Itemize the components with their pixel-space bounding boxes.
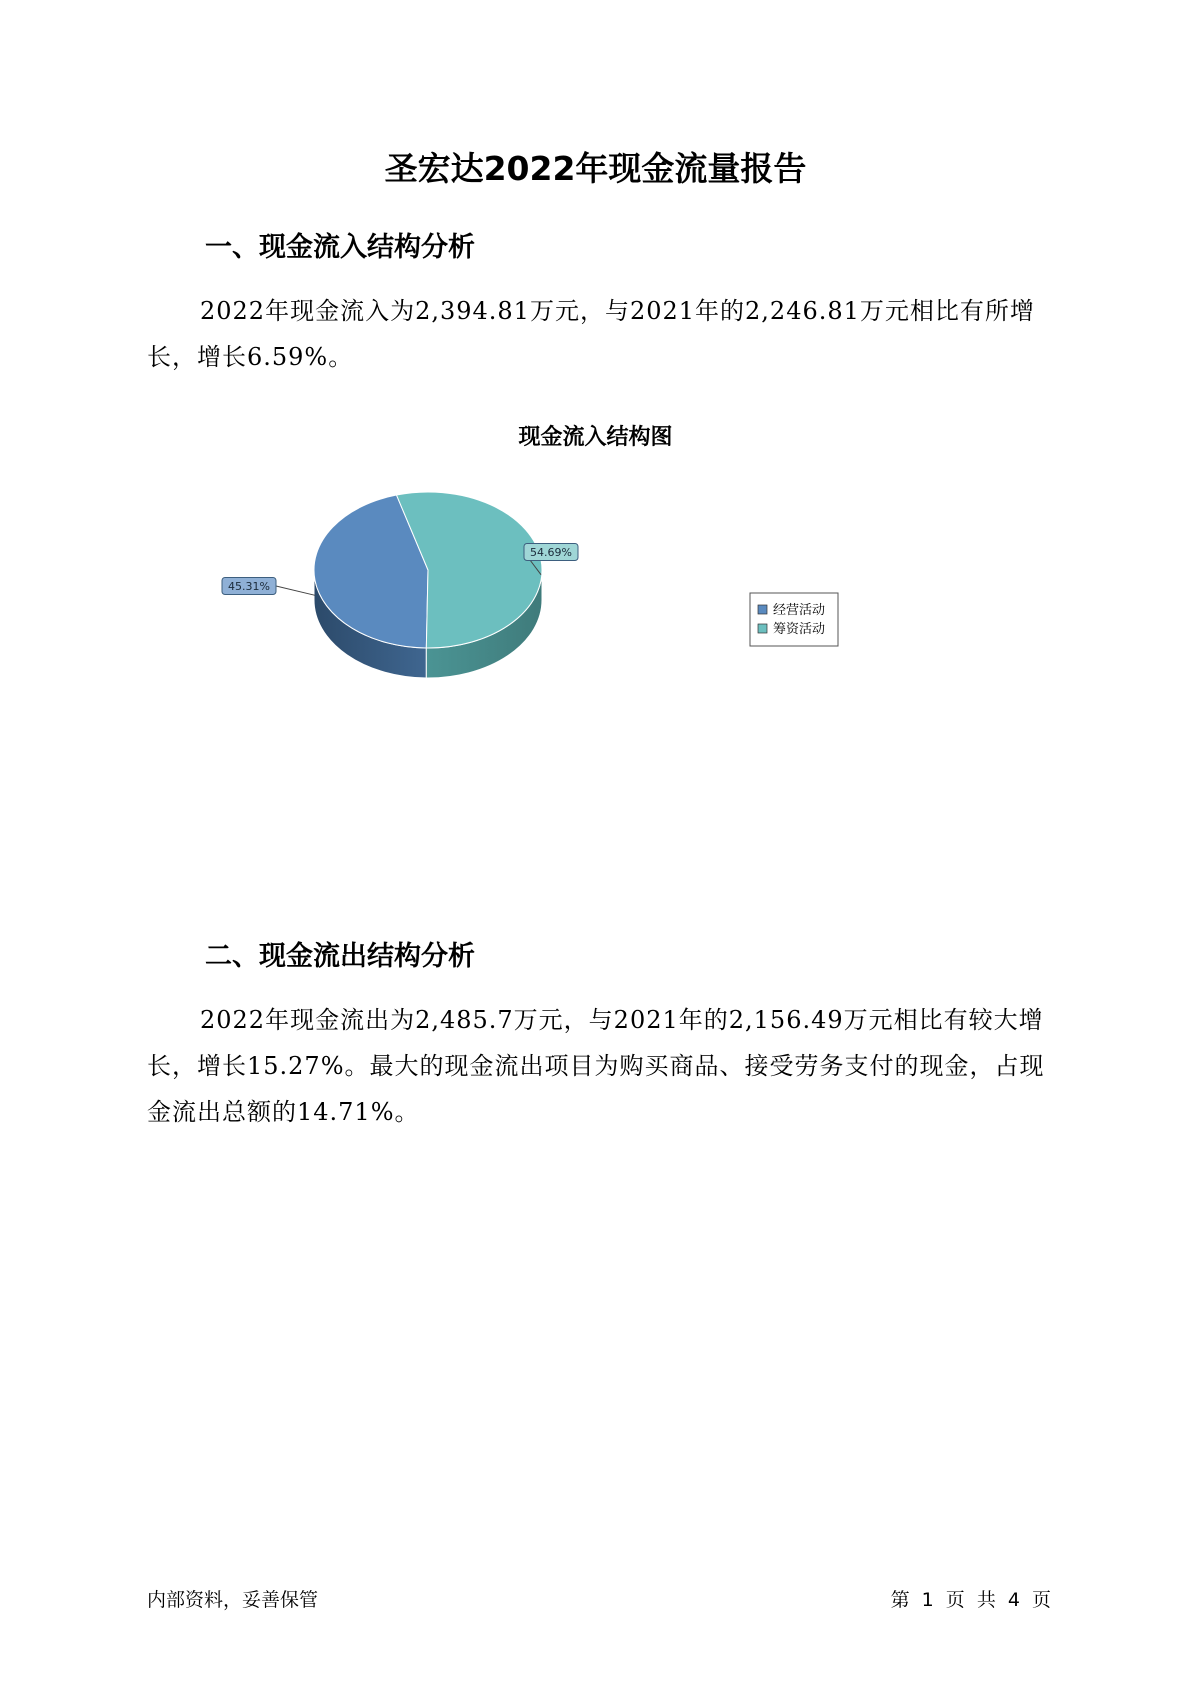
pie-label-leader	[276, 586, 315, 595]
section-heading-inflow: 一、现金流入结构分析	[205, 232, 475, 263]
inflow-pie-chart	[220, 490, 880, 730]
pie-data-label: 54.69%	[530, 546, 572, 559]
legend-swatch	[758, 605, 767, 614]
paragraph-inflow: 2022年现金流入为2,394.81万元，与2021年的2,246.81万元相比有所增长，增长6.59%。	[147, 297, 1035, 371]
document-title: 圣宏达2022年现金流量报告	[384, 149, 807, 188]
paragraph-outflow: 2022年现金流出为2,485.7万元，与2021年的2,156.49万元相比有较大增长，增长15.27%。最大的现金流出项目为购买商品、接受劳务支付的现金，占现金流出总额的14.71%。	[147, 1006, 1045, 1126]
footer-confidential-note: 内部资料，妥善保管	[147, 1589, 319, 1611]
legend	[750, 593, 838, 646]
section-heading-outflow: 二、现金流出结构分析	[205, 941, 475, 972]
legend-label: 筹资活动	[773, 622, 826, 637]
legend-label: 经营活动	[773, 603, 826, 618]
footer-page-number: 第 1 页 共 4 页	[890, 1589, 1051, 1611]
legend-swatch	[758, 624, 767, 633]
chart-title: 现金流入结构图	[518, 425, 673, 450]
pie-data-label: 45.31%	[228, 580, 270, 593]
